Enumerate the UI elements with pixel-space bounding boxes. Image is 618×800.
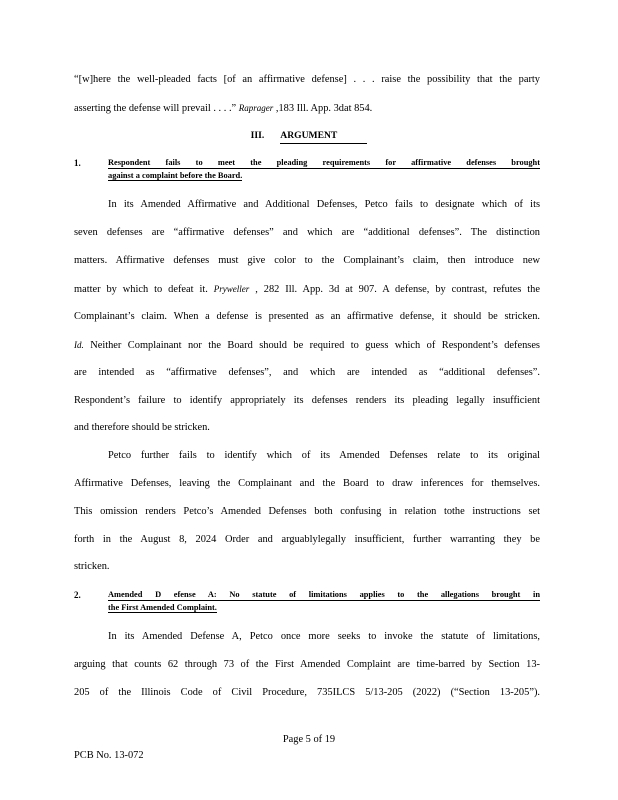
para-1-line-7: are intended as “affirmative defenses”, and which are intended as “additional defenses”.: [74, 367, 540, 378]
para-1-line-3: matters. Affirmative defenses must give color to the Complainant’s claim, then introduce new: [74, 255, 540, 266]
section-1-title-line-2-text: against a complaint before the Board.: [108, 171, 243, 180]
citation-raprager-rest: ,183 Ill. App. 3dat 854.: [275, 103, 373, 114]
section-1-title-line-1: Respondent fails to meet the pleading requirements for affirmative defenses brought: [108, 158, 540, 167]
citation-pryweller: Pryweller: [213, 284, 250, 294]
para-3-line-2: arguing that counts 62 through 73 of the First Amended Complaint are time-barred by Section 13-: [74, 659, 540, 670]
quote-line-2-text: asserting the defense will prevail . . . .”: [74, 103, 237, 114]
para-2-line-3: This omission renders Petco’s Amended Defenses both confusing in relation tothe instructions set: [74, 506, 540, 517]
citation-id: Id.: [74, 340, 84, 350]
quote-line-2: [74, 101, 540, 116]
heading-title: ARGUMENT: [280, 129, 367, 144]
para-1-line-2: seven defenses are “affirmative defenses” and which are “additional defenses”. The distinction: [74, 227, 540, 238]
para-2-line-1: Petco further fails to identify which of its Amended Defenses relate to its original: [108, 450, 540, 461]
section-heading-argument: [0, 129, 618, 143]
para-1-line-6: [74, 338, 540, 353]
section-1-title-line-2: [108, 170, 242, 181]
para-2-line-4: forth in the August 8, 2024 Order and arguablylegally insufficient, further warranting they be: [74, 534, 540, 545]
para-1-line-4-a: matter by which to defeat it.: [74, 284, 208, 295]
section-2-title-line-2-text: the First Amended Complaint.: [108, 603, 217, 612]
heading-number: III.: [250, 130, 265, 141]
para-1-line-8: Respondent’s failure to identify appropriately its defenses renders its pleading legally insufficient: [74, 395, 540, 406]
quote-line-1: “[w]here the well-pleaded facts [of an affirmative defense] . . . raise the possibility that the party: [74, 74, 540, 85]
para-3-line-1: In its Amended Defense A, Petco once more seeks to invoke the statute of limitations,: [108, 631, 540, 642]
page-number: Page 5 of 19: [282, 734, 336, 745]
para-1-line-4-b: , 282 Ill. App. 3d at 907. A defense, by contrast, refutes the: [255, 284, 540, 295]
para-1-line-6-text: Neither Complainant nor the Board should be required to guess which of Respondent’s defenses: [90, 340, 540, 351]
para-1-line-9: and therefore should be stricken.: [74, 422, 210, 433]
para-1-line-5: Complainant’s claim. When a defense is presented as an affirmative defense, it should be stricken.: [74, 311, 540, 322]
section-2-number: 2.: [74, 590, 81, 600]
section-2-title-line-1: Amended D efense A: No statute of limitations applies to the allegations brought in: [108, 590, 540, 599]
para-1-line-4: [74, 282, 540, 297]
case-number: PCB No. 13-072: [74, 750, 144, 761]
para-3-line-3: 205 of the Illinois Code of Civil Procedure, 735ILCS 5/13-205 (2022) (“Section 13-205”).: [74, 687, 540, 698]
para-2-line-5: stricken.: [74, 561, 110, 572]
section-1-number: 1.: [74, 158, 81, 168]
para-2-line-2: Affirmative Defenses, leaving the Complainant and the Board to draw inferences for themselves.: [74, 478, 540, 489]
para-1-line-1: In its Amended Affirmative and Additional Defenses, Petco fails to designate which of its: [108, 199, 540, 210]
citation-raprager: Raprager: [238, 103, 274, 113]
section-2-title-line-2: [108, 602, 217, 613]
